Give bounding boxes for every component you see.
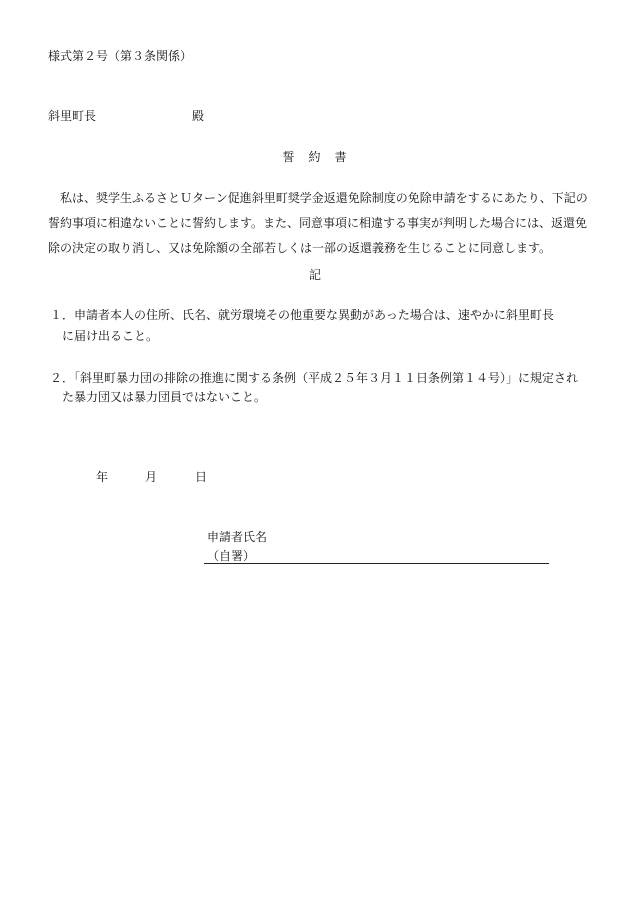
form-number: 様式第２号（第３条関係） [48,49,193,63]
pledge-body: 私は、奨学生ふるさとＵターン促進斜里町奨学金返還免除制度の免除申請をするにあたり、下記の誓約事項に相違ないことに誓約します。また、同意事項に相違する事実が判明した場合には、返還免除の決定の取り消し、又は免除額の全部若しくは一部の返還義務を生じることに同意します。 [48,191,588,255]
self-signature-label: （自署） [207,549,256,563]
pledge-item-2-line-2: た暴力団又は暴力団員ではないこと。 [62,390,267,404]
date-month-unit: 月 [145,470,158,484]
date-day-unit: 日 [195,470,208,484]
signature-line [204,563,549,564]
pledge-item-1-line-1: １．申請者本人の住所、氏名、就労環境その他重要な異動があった場合は、速やかに斜里町長 [50,308,554,322]
section-marker: 記 [308,268,321,282]
document-title: 誓 約 書 [282,150,348,164]
addressee: 斜里町長 [48,109,97,123]
pledge-item-2-line-1: ２．「斜里町暴力団の排除の推進に関する条例（平成２５年３月１１日条例第１４号）」に規定され [50,371,579,385]
honorific: 殿 [192,109,205,123]
applicant-name-label: 申請者氏名 [207,530,268,544]
date-row [0,471,630,485]
pledge-item-1-line-2: に届け出ること。 [62,329,159,343]
date-year-unit: 年 [96,470,109,484]
